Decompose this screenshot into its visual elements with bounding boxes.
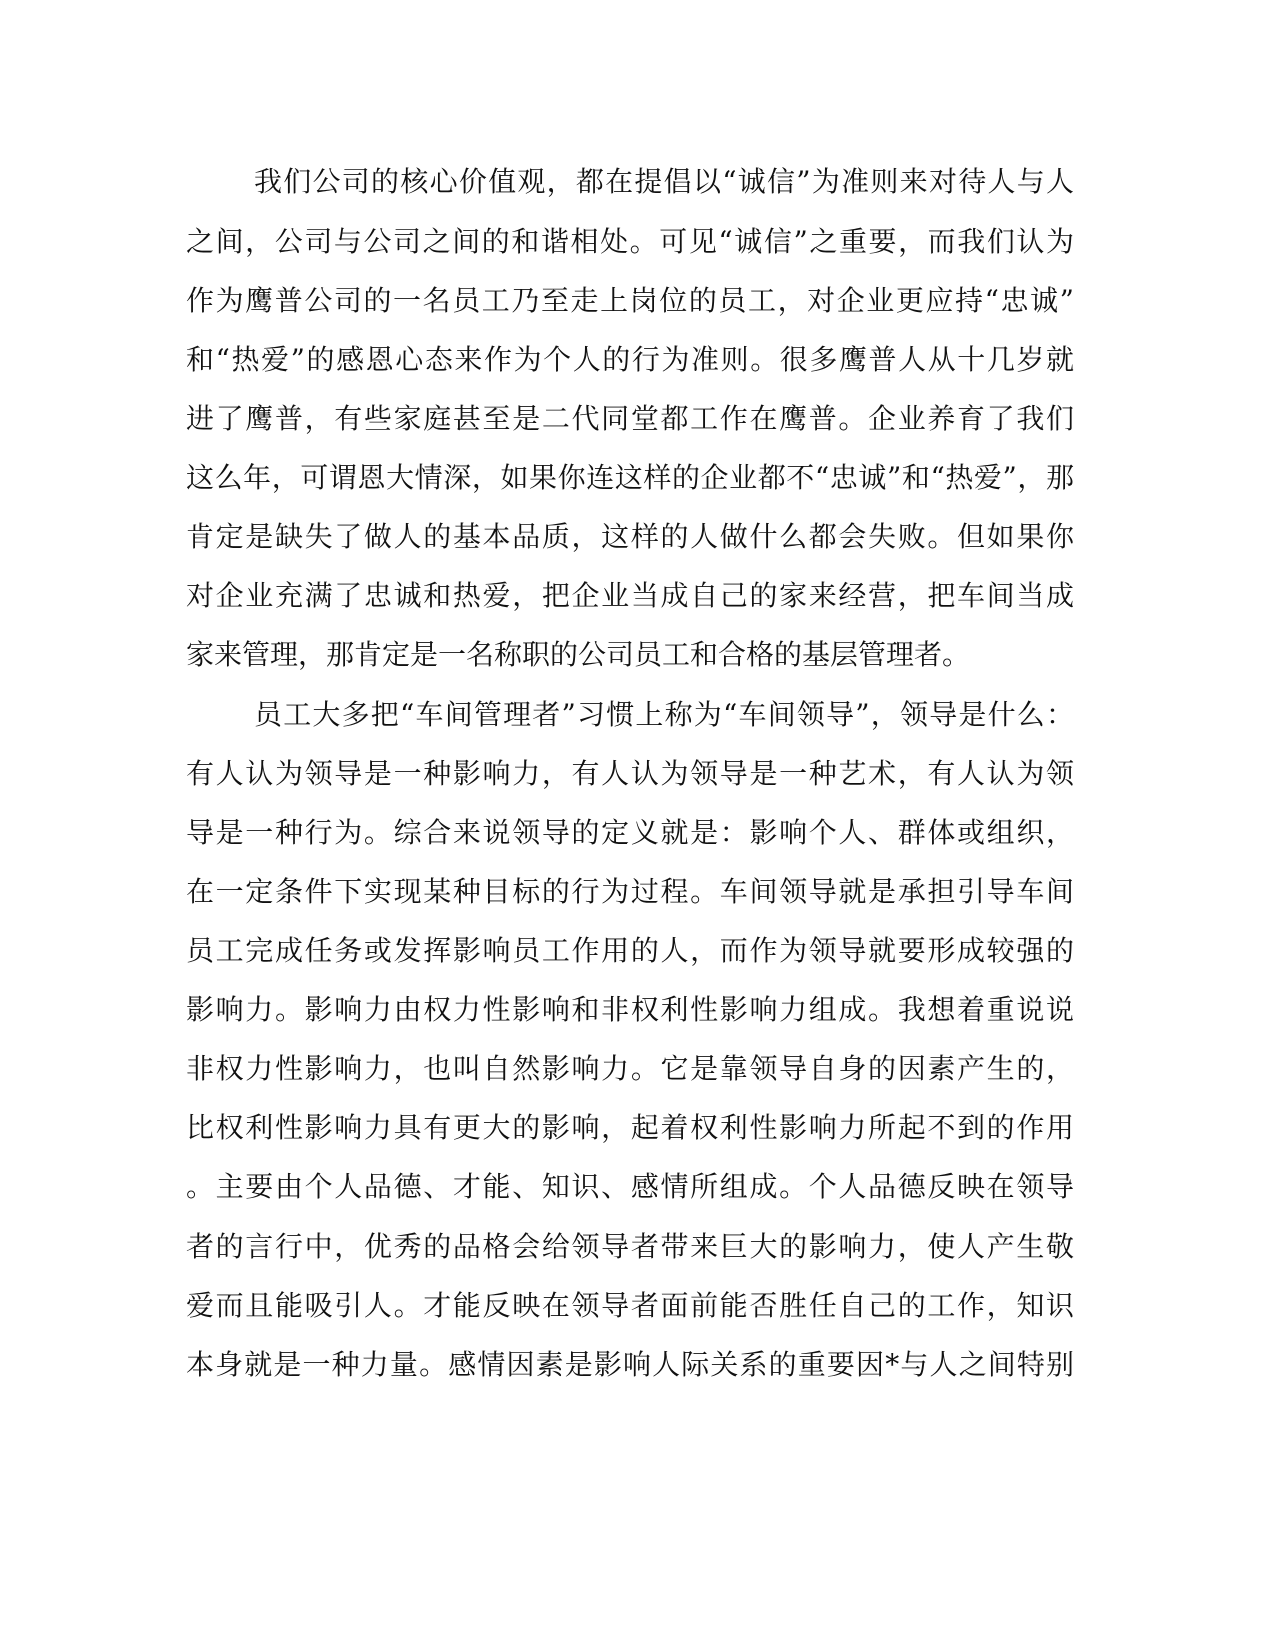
paragraph-2-line-6: 影响力。影响力由权力性影响和非权利性影响力组成。我想着重说说 <box>186 993 1074 1026</box>
paragraph-2-line-5: 员工完成任务或发挥影响员工作用的人，而作为领导就要形成较强的 <box>186 934 1074 967</box>
paragraph-2-line-8: 比权利性影响力具有更大的影响，起着权利性影响力所起不到的作用 <box>186 1111 1074 1144</box>
paragraph-1-line-4: 和“热爱”的感恩心态来作为个人的行为准则。很多鹰普人从十几岁就 <box>186 343 1074 376</box>
paragraph-1-line-9: 家来管理，那肯定是一名称职的公司员工和合格的基层管理者。 <box>186 638 971 671</box>
paragraph-2-line-4: 在一定条件下实现某种目标的行为过程。车间领导就是承担引导车间 <box>186 875 1074 908</box>
paragraph-2-line-3: 导是一种行为。综合来说领导的定义就是：影响个人、群体或组织， <box>186 816 1074 849</box>
paragraph-2-line-11: 爱而且能吸引人。才能反映在领导者面前能否胜任自己的工作，知识 <box>186 1289 1074 1322</box>
paragraph-1-line-6: 这么年，可谓恩大情深，如果你连这样的企业都不“忠诚”和“热爱”，那 <box>186 461 1074 494</box>
paragraph-2-line-2: 有人认为领导是一种影响力，有人认为领导是一种艺术，有人认为领 <box>186 757 1074 790</box>
paragraph-2-line-9: 。主要由个人品德、才能、知识、感情所组成。个人品德反映在领导 <box>186 1170 1074 1203</box>
paragraph-1-line-3: 作为鹰普公司的一名员工乃至走上岗位的员工，对企业更应持“忠诚” <box>186 284 1074 317</box>
paragraph-2-line-1: 员工大多把“车间管理者”习惯上称为“车间领导”，领导是什么： <box>254 698 1074 731</box>
paragraph-1-line-8: 对企业充满了忠诚和热爱，把企业当成自己的家来经营，把车间当成 <box>186 579 1074 612</box>
paragraph-1-line-1: 我们公司的核心价值观，都在提倡以“诚信”为准则来对待人与人 <box>254 165 1074 198</box>
paragraph-1-line-2: 之间，公司与公司之间的和谐相处。可见“诚信”之重要，而我们认为 <box>186 225 1074 258</box>
paragraph-2-line-7: 非权力性影响力，也叫自然影响力。它是靠领导自身的因素产生的， <box>186 1052 1074 1085</box>
paragraph-2-line-10: 者的言行中，优秀的品格会给领导者带来巨大的影响力，使人产生敬 <box>186 1230 1074 1263</box>
paragraph-2-line-12: 本身就是一种力量。感情因素是影响人际关系的重要因*与人之间特别 <box>186 1348 1074 1381</box>
paragraph-1-line-7: 肯定是缺失了做人的基本品质，这样的人做什么都会失败。但如果你 <box>186 520 1074 553</box>
paragraph-1-line-5: 进了鹰普，有些家庭甚至是二代同堂都工作在鹰普。企业养育了我们 <box>186 402 1074 435</box>
